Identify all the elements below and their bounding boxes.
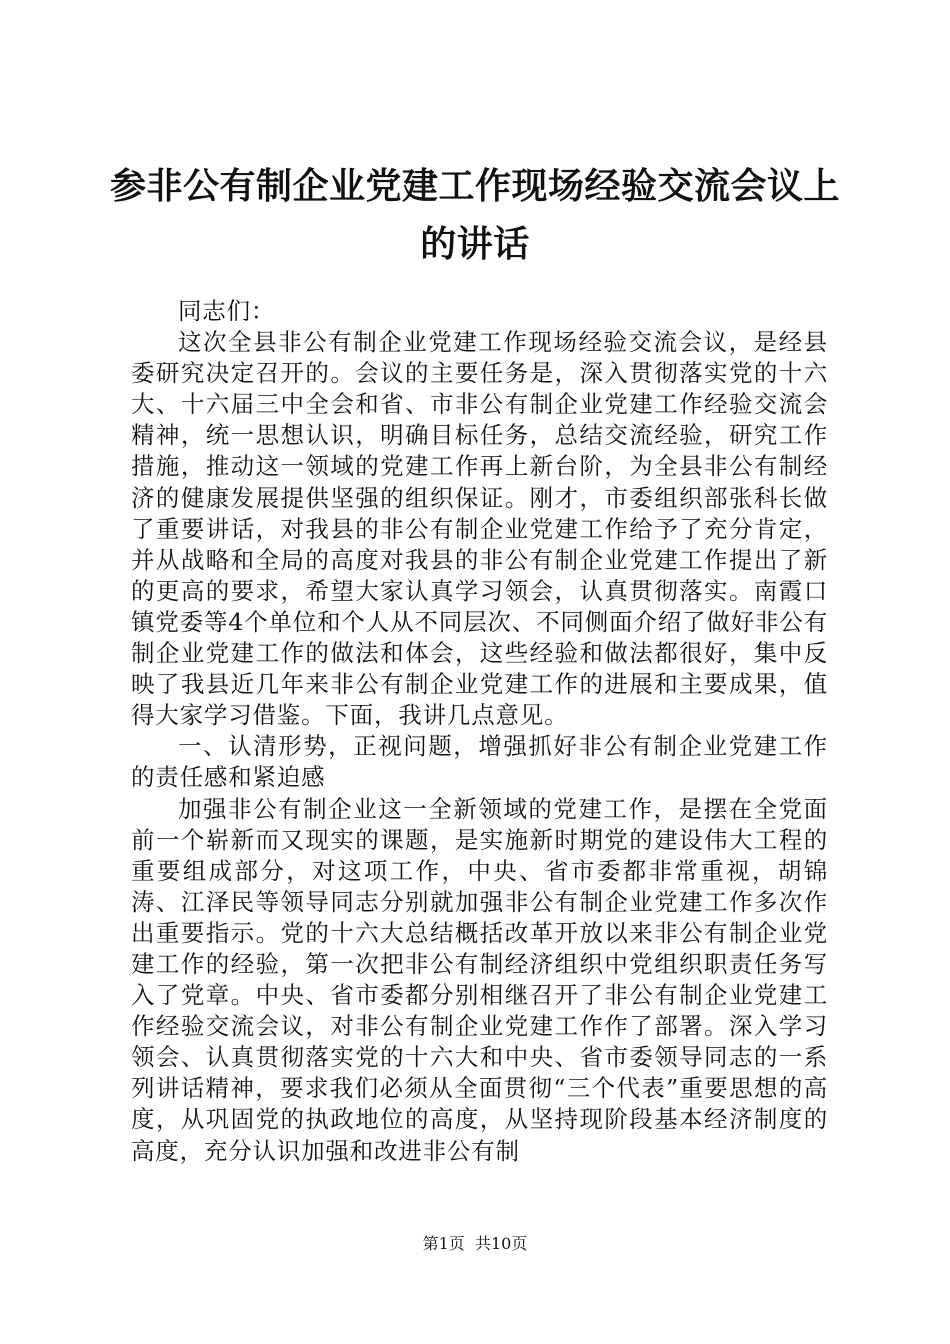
document-title: 参非公有制企业党建工作现场经验交流会议上的讲话 <box>110 166 841 265</box>
page-number: 第1页 <box>422 1234 465 1253</box>
paragraph-intro: 这次全县非公有制企业党建工作现场经验交流会议，是经县委研究决定召开的。会议的主要任务是，深入贯彻落实党的十六大、十六届三中全会和省、市非公有制企业党建工作经验交流会精神，统一思想认识，明确目标任务，总结交流经验，研究工作措施，推动这一领域的党建工作再上新台阶，为全县非公有制经济的健康发展提供坚强的组织保证。刚才，市委组织部张科长做了重要讲话，对我县的非公有制企业党建工作给予了充分肯定，并从战略和全局的高度对我县的非公有制企业党建工作提出了新的更高的要求，希望大家认真学习领会，认真贯彻落实。南霞口镇党委等4个单位和个人从不同层次、不同侧面介绍了做好非公有制企业党建工作的做法和体会，这些经验和做法都很好，集中反映了我县近几年来非公有制企业党建工作的进展和主要成果，值得大家学习借鉴。下面，我讲几点意见。 <box>131 328 828 730</box>
document-body <box>131 296 828 1167</box>
section-heading-1: 一、认清形势，正视问题，增强抓好非公有制企业党建工作的责任感和紧迫感 <box>131 732 828 792</box>
paragraph-section-1: 加强非公有制企业这一全新领域的党建工作，是摆在全党面前一个崭新而又现实的课题，是实施新时期党的建设伟大工程的重要组成部分，对这项工作，中央、省市委都非常重视，胡锦涛、江泽民等领导同志分别就加强非公有制企业党建工作多次作出重要指示。党的十六大总结概括改革开放以来非公有制企业党建工作的经验，第一次把非公有制经济组织中党组织职责任务写入了党章。中央、省市委都分别相继召开了非公有制企业党建工作经验交流会议，对非公有制企业党建工作作了部署。深入学习领会、认真贯彻落实党的十六大和中央、省市委领导同志的一系列讲话精神，要求我们必须从全面贯彻“三个代表”重要思想的高度，从巩固党的执政地位的高度，从坚持现阶段基本经济制度的高度，充分认识加强和改进非公有制 <box>131 794 828 1165</box>
page-total: 共10页 <box>474 1234 528 1253</box>
salutation: 同志们： <box>178 297 276 325</box>
page-footer <box>0 1234 950 1254</box>
